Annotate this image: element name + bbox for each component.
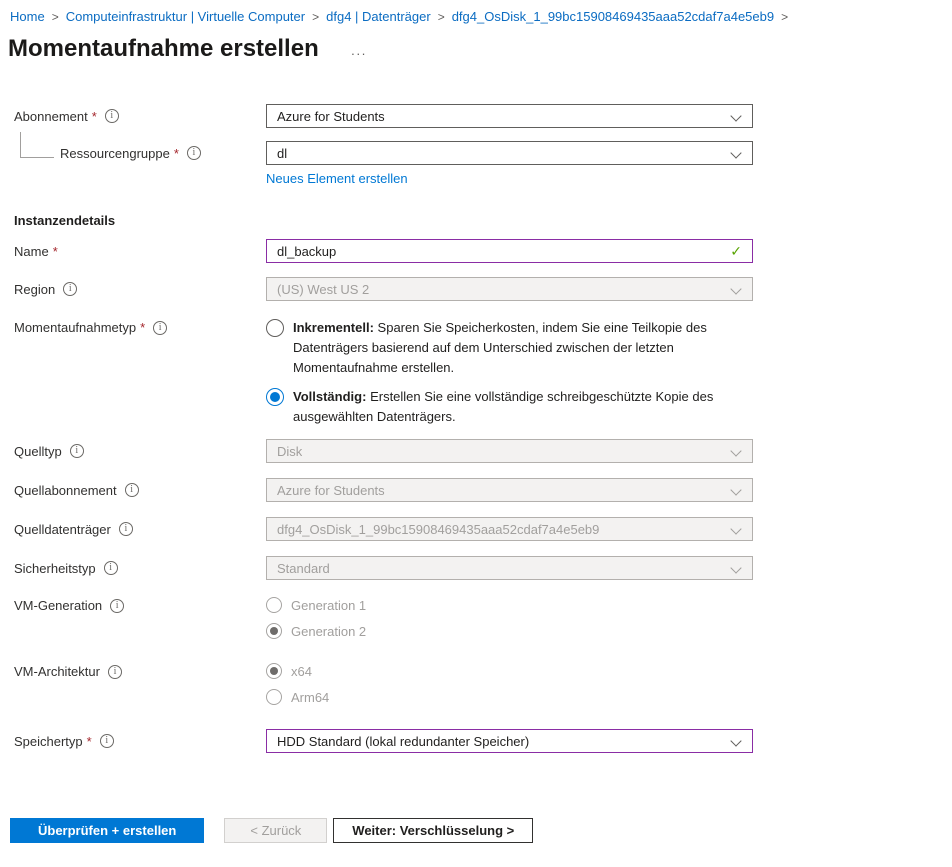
chevron-down-icon	[730, 445, 741, 456]
resource-group-value: dl	[277, 145, 288, 161]
chevron-down-icon	[730, 147, 741, 158]
info-icon[interactable]	[63, 282, 77, 296]
field-row-subscription	[14, 104, 952, 128]
source-subscription-label: Quellabonnement	[14, 482, 117, 498]
breadcrumb	[0, 0, 952, 26]
subscription-value: Azure for Students	[277, 108, 385, 124]
review-create-button[interactable]: Überprüfen + erstellen	[10, 818, 204, 843]
breadcrumb-separator-icon: >	[51, 10, 59, 24]
radio-option-generation1	[266, 596, 753, 614]
security-type-value: Standard	[277, 560, 330, 576]
radio-option-x64	[266, 662, 753, 680]
name-label: Name	[14, 243, 49, 259]
required-asterisk: *	[91, 108, 97, 124]
security-type-label: Sicherheitstyp	[14, 560, 96, 576]
field-row-snapshot-type	[14, 318, 952, 427]
field-row-vm-generation	[14, 596, 952, 640]
footer-actions	[10, 818, 533, 843]
radio-option-generation2	[266, 622, 753, 640]
breadcrumb-separator-icon: >	[781, 10, 789, 24]
source-type-dropdown	[266, 439, 753, 463]
info-icon[interactable]	[125, 483, 139, 497]
security-type-dropdown	[266, 556, 753, 580]
vm-generation-label: VM-Generation	[14, 598, 103, 613]
field-row-storage-type	[14, 729, 952, 753]
region-dropdown	[266, 277, 753, 301]
vm-architecture-label: VM-Architektur	[14, 664, 100, 679]
radio-option-full[interactable]	[266, 387, 753, 427]
section-row-instance-details	[14, 213, 952, 229]
chevron-down-icon	[730, 110, 741, 121]
storage-type-dropdown[interactable]	[266, 729, 753, 753]
source-subscription-value: Azure for Students	[277, 482, 385, 498]
radio-title: Vollständig:	[293, 389, 367, 404]
valid-check-icon: ✓	[730, 243, 742, 259]
info-icon[interactable]	[108, 665, 122, 679]
info-icon[interactable]	[70, 444, 84, 458]
radio-option-incremental[interactable]	[266, 318, 753, 378]
source-disk-label: Quelldatenträger	[14, 521, 111, 537]
create-new-link[interactable]: Neues Element erstellen	[266, 171, 408, 186]
required-asterisk: *	[173, 145, 179, 161]
radio-description: Erstellen Sie eine vollständige schreibgeschützte Kopie des ausgewählten Datenträgers.	[293, 389, 714, 424]
storage-type-label: Speichertyp	[14, 733, 83, 749]
field-row-name	[14, 239, 952, 263]
radio-text-incremental	[293, 318, 721, 378]
back-button: < Zurück	[224, 818, 327, 843]
region-label: Region	[14, 281, 56, 297]
breadcrumb-item-home[interactable]: Home	[10, 9, 45, 24]
radio-icon-generation1	[266, 597, 282, 613]
info-icon[interactable]	[110, 599, 124, 613]
radio-label-generation1: Generation 1	[291, 597, 367, 613]
radio-option-arm64	[266, 688, 753, 706]
create-new-row	[14, 170, 952, 188]
radio-icon-incremental[interactable]	[266, 319, 284, 337]
chevron-down-icon	[730, 562, 741, 573]
breadcrumb-separator-icon: >	[312, 10, 320, 24]
subscription-dropdown[interactable]	[266, 104, 753, 128]
field-row-source-subscription	[14, 478, 952, 502]
info-icon[interactable]	[187, 146, 201, 160]
radio-label-x64: x64	[291, 663, 312, 679]
indent-connector-line	[20, 132, 54, 158]
breadcrumb-item-disk[interactable]: dfg4_OsDisk_1_99bc15908469435aaa52cdaf7a4e5eb9	[451, 9, 775, 24]
source-subscription-dropdown	[266, 478, 753, 502]
required-asterisk: *	[86, 733, 92, 749]
info-icon[interactable]	[100, 734, 114, 748]
chevron-down-icon	[730, 735, 741, 746]
page-title: Momentaufnahme erstellen	[8, 35, 319, 62]
radio-text-full	[293, 387, 721, 427]
name-input[interactable]	[266, 239, 753, 263]
required-asterisk: *	[140, 320, 146, 335]
instance-details-heading: Instanzendetails	[14, 213, 116, 228]
source-disk-dropdown	[266, 517, 753, 541]
info-icon[interactable]	[105, 109, 119, 123]
subscription-label: Abonnement	[14, 108, 88, 124]
radio-icon-generation2	[266, 623, 282, 639]
info-icon[interactable]	[104, 561, 118, 575]
radio-description: Sparen Sie Speicherkosten, indem Sie eine Teilkopie des Datenträgers basierend auf dem Unterschied zwischen der letzten Momentaufnahme erstellen.	[293, 320, 707, 375]
field-row-resource-group	[14, 141, 952, 165]
field-row-security-type	[14, 556, 952, 580]
resource-group-label: Ressourcengruppe	[60, 145, 170, 161]
resource-group-dropdown[interactable]	[266, 141, 753, 165]
required-asterisk: *	[52, 243, 58, 259]
next-encryption-button[interactable]: Weiter: Verschlüsselung >	[333, 818, 533, 843]
radio-label-arm64: Arm64	[291, 689, 330, 705]
radio-icon-arm64	[266, 689, 282, 705]
source-type-value: Disk	[277, 443, 303, 459]
info-icon[interactable]	[119, 522, 133, 536]
field-row-source-type	[14, 439, 952, 463]
field-row-source-disk	[14, 517, 952, 541]
radio-icon-x64	[266, 663, 282, 679]
field-row-region	[14, 277, 952, 301]
field-row-vm-architecture	[14, 662, 952, 706]
radio-label-generation2: Generation 2	[291, 623, 367, 639]
snapshot-type-label: Momentaufnahmetyp	[14, 320, 137, 335]
storage-type-value: HDD Standard (lokal redundanter Speicher)	[277, 733, 530, 749]
source-type-label: Quelltyp	[14, 443, 62, 459]
source-disk-value: dfg4_OsDisk_1_99bc15908469435aaa52cdaf7a4e5eb9	[277, 521, 600, 537]
radio-icon-full[interactable]	[266, 388, 284, 406]
radio-title: Inkrementell:	[293, 320, 374, 335]
region-value: (US) West US 2	[277, 281, 370, 297]
breadcrumb-item-compute[interactable]: Computeinfrastruktur | Virtuelle Computer	[65, 9, 306, 24]
chevron-down-icon	[730, 523, 741, 534]
chevron-down-icon	[730, 484, 741, 495]
breadcrumb-separator-icon: >	[437, 10, 445, 24]
more-menu-icon[interactable]: ···	[350, 46, 367, 61]
breadcrumb-item-vm-disks[interactable]: dfg4 | Datenträger	[326, 9, 431, 24]
info-icon[interactable]	[153, 321, 167, 335]
chevron-down-icon	[730, 283, 741, 294]
name-value: dl_backup	[277, 243, 337, 259]
